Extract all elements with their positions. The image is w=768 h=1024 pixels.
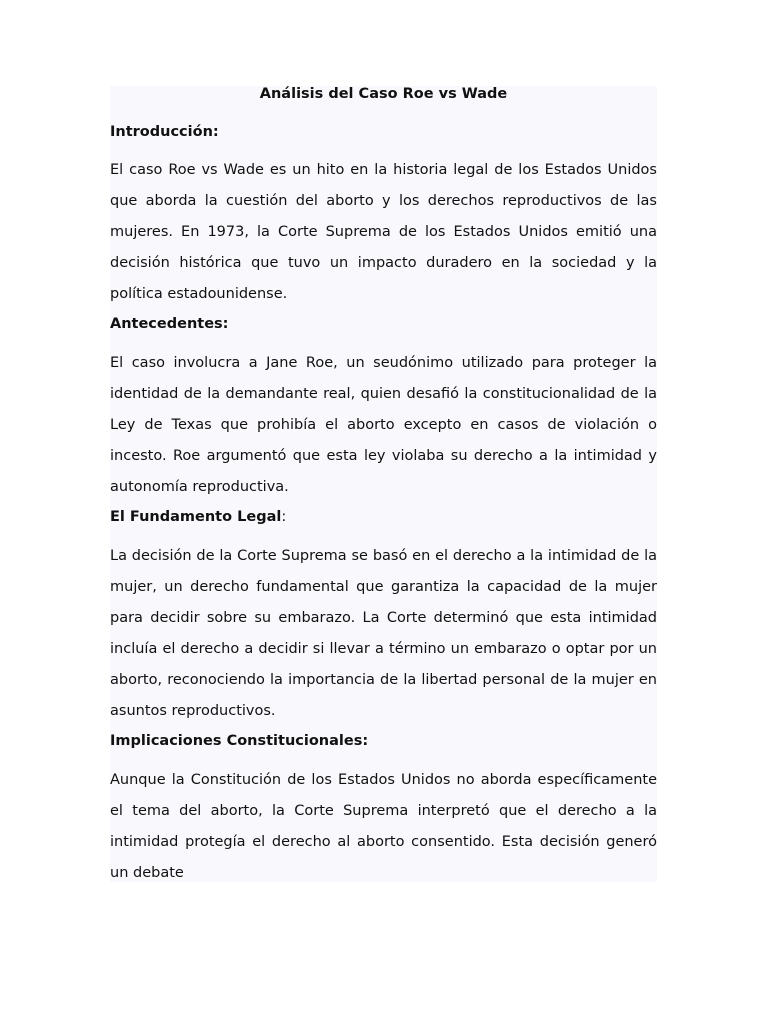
document-title: Análisis del Caso Roe vs Wade — [259, 86, 508, 102]
fundamento-heading-colon: : — [281, 509, 287, 525]
section-antecedentes-heading-wrap — [110, 316, 657, 348]
section-heading-fundamento-legal — [110, 509, 657, 525]
section-body-fundamento-legal: La decisión de la Corte Suprema se basó en el derecho a la intimidad de la mujer, un derecho fundamental que garantiza la capacidad de la mujer para decidir sobre su embarazo. La Corte determinó que esta intimidad incluía el derecho a decidir si llevar a término un embarazo o optar por un aborto, reconociendo la importancia de la libertad personal de la mujer en asuntos reproductivos. — [110, 548, 657, 719]
section-heading-implicaciones: Implicaciones Constitucionales: — [110, 733, 369, 749]
section-heading-antecedentes: Antecedentes: — [110, 316, 229, 332]
section-body-antecedentes: El caso involucra a Jane Roe, un seudónimo utilizado para proteger la identidad de la demandante real, quien desafió la constitucionalidad de la Ley de Texas que prohibía el aborto excepto en casos de violación o incesto. Roe argumentó que esta ley violaba su derecho a la intimidad y autonomía reproductiva. — [110, 355, 657, 495]
section-body-implicaciones: Aunque la Constitución de los Estados Unidos no aborda específicamente el tema del aborto, la Corte Suprema interpretó que el derecho a la intimidad protegía el derecho al aborto consentido. Esta decisión generó un debate — [110, 772, 657, 881]
section-body-introduccion: El caso Roe vs Wade es un hito en la historia legal de los Estados Unidos que aborda la cuestión del aborto y los derechos reproductivos de las mujeres. En 1973, la Corte Suprema de los Estados Unidos emitió una decisión histórica que tuvo un impacto duradero en la sociedad y la política estadounidense. — [110, 162, 657, 302]
section-heading-introduccion: Introducción: — [110, 124, 219, 140]
section-implicaciones-heading-wrap — [110, 733, 657, 765]
fundamento-heading-text: El Fundamento Legal — [110, 509, 282, 525]
document-content — [110, 86, 657, 882]
section-introduccion-heading-wrap — [110, 124, 657, 155]
title-block — [110, 86, 657, 124]
section-fundamento-heading-wrap — [110, 509, 657, 541]
